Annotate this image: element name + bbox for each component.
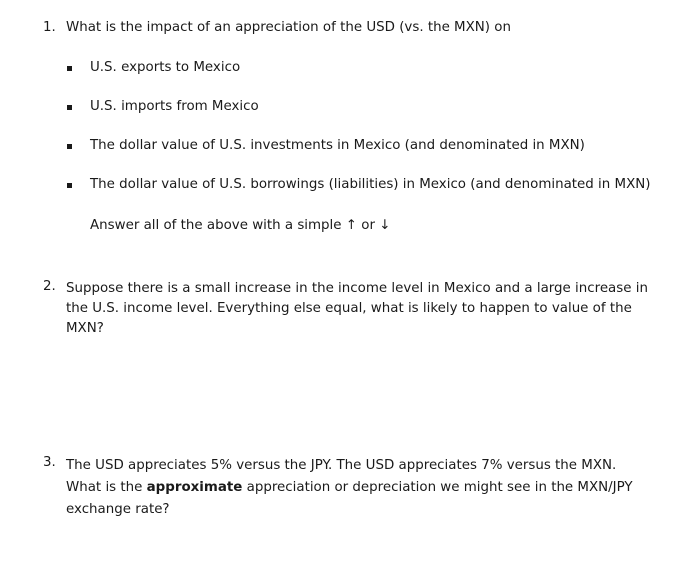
question-text-before: The USD appreciates 5% versus the JPY. The USD appreciates 7% versus the MXN. What is the	[66, 458, 617, 495]
question-number: 3.	[43, 455, 56, 470]
question-number: 2.	[43, 279, 56, 294]
question-text	[66, 455, 651, 521]
bullet-square-icon	[67, 105, 72, 110]
question-text: What is the impact of an appreciation of the USD (vs. the MXN) on	[66, 20, 511, 35]
bullet-text: The dollar value of U.S. borrowings (liabilities) in Mexico (and denominated in MXN)	[90, 177, 651, 192]
bullet-square-icon	[67, 66, 72, 71]
emphasized-word: approximate	[146, 480, 243, 495]
bullet-text: U.S. exports to Mexico	[90, 60, 241, 75]
answer-prefix: Answer all of the above with a simple	[90, 218, 342, 233]
answer-or: or	[361, 218, 375, 233]
answer-instruction	[90, 218, 391, 233]
arrow-down-icon: ↓	[379, 218, 391, 233]
bullet-text: U.S. imports from Mexico	[90, 99, 259, 114]
bullet-square-icon	[67, 144, 72, 149]
question-number: 1.	[43, 20, 56, 35]
bullet-text: The dollar value of U.S. investments in Mexico (and denominated in MXN)	[90, 138, 585, 153]
question-text: Suppose there is a small increase in the income level in Mexico and a large increase in the U.S. income level. Everything else equal, what is likely to happen to value of the MXN?	[66, 281, 648, 336]
bullet-square-icon	[67, 183, 72, 188]
arrow-up-icon: ↑	[345, 218, 358, 233]
question-text-after: appreciation or depreciation we might see in the MXN/JPY exchange rate?	[66, 480, 633, 517]
